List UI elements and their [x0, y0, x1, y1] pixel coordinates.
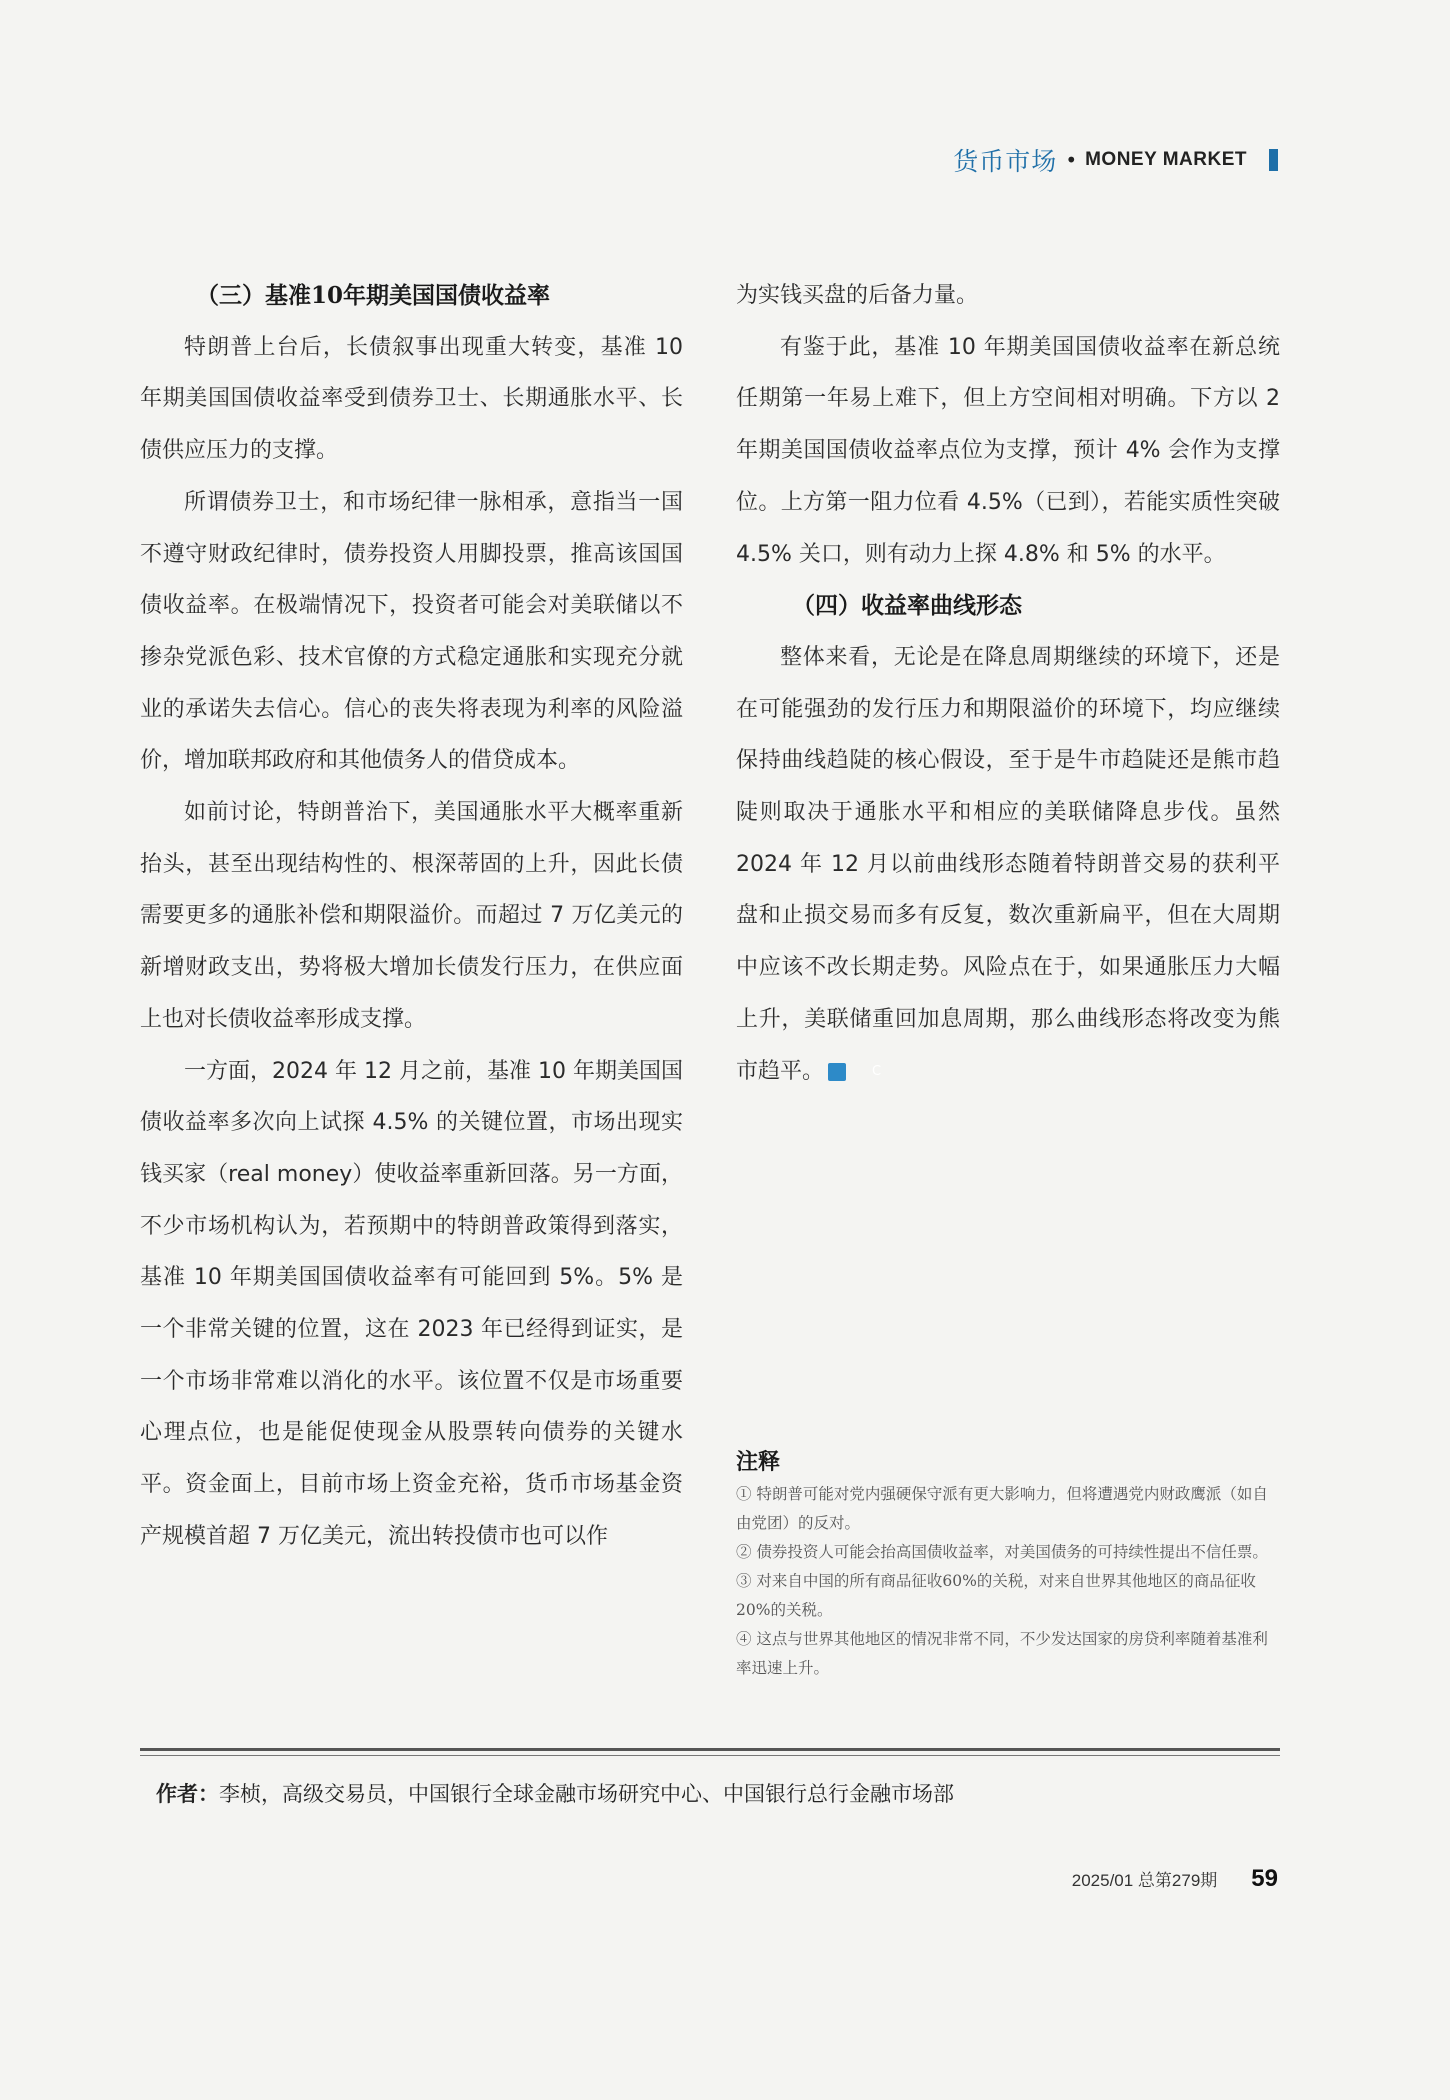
page-footer: [1072, 1865, 1278, 1893]
section-title-cn: 货币市场: [953, 147, 1058, 176]
paragraph: 特朗普上台后，长债叙事出现重大转变，基准 10 年期美国国债收益率受到债券卫士、长期通胀水平、长债供应压力的支撑。: [140, 334, 683, 464]
page-number: 59: [1251, 1865, 1278, 1892]
paragraph-continuation: 为实钱买盘的后备力量。: [736, 283, 979, 308]
page-header: [953, 142, 1278, 178]
paragraph-text: 整体来看，无论是在降息周期继续的环境下，还是在可能强劲的发行压力和期限溢价的环境下，均应继续保持曲线趋陡的核心假设，至于是牛市趋陡还是熊市趋陡则取决于通胀水平和相应的美联储降息步伐。虽然 2024 年 12 月以前曲线形态随着特朗普交易的获利平盘和止损交易而多有反复，数次重新扁平，但在大周期中应该不改长期走势。风险点在于，如果通胀压力大幅上升，美联储重回加息周期，那么曲线形态将改变为熊市趋平。: [736, 644, 1280, 1084]
footnote-item: ④ 这点与世界其他地区的情况非常不同，不少发达国家的房贷利率随着基准利率迅速上升。: [736, 1630, 1268, 1677]
author-label: 作者：: [156, 1782, 219, 1806]
right-column: [736, 270, 1280, 1097]
footnotes-title: 注释: [736, 1450, 781, 1475]
issue-number: 2025/01 总第279期: [1071, 1871, 1218, 1890]
left-column: [140, 270, 683, 1563]
author-text: 李桢，高级交易员，中国银行全球金融市场研究中心、中国银行总行金融市场部: [219, 1782, 954, 1806]
footnote-item: ① 特朗普可能对党内强硬保守派有更大影响力，但将遭遇党内财政鹰派（如自由党团）的反对。: [736, 1485, 1268, 1532]
article-end-icon: C: [828, 1063, 846, 1081]
paragraph: 有鉴于此，基准 10 年期美国国债收益率在新总统任期第一年易上难下，但上方空间相对明确。下方以 2 年期美国国债收益率点位为支撑，预计 4% 会作为支撑位。上方第一阻力位看 4.5%（已到），若能实质性突破 4.5% 关口，则有动力上探 4.8% 和 5% 的水平。: [736, 334, 1280, 567]
section-marker-bar: [1269, 149, 1278, 171]
paragraph: 如前讨论，特朗普治下，美国通胀水平大概率重新抬头，甚至出现结构性的、根深蒂固的上升，因此长债需要更多的通胀补偿和期限溢价。而超过 7 万亿美元的新增财政支出，势将极大增加长债发行压力，在供应面上也对长债收益率形成支撑。: [140, 800, 683, 1032]
heading-yield-curve: （四）收益率曲线形态: [792, 592, 1022, 620]
footnotes: [736, 1445, 1280, 1683]
section-title-en: MONEY MARKET: [1085, 149, 1247, 170]
heading-benchmark-10y: （三）基准10年期美国国债收益率: [196, 282, 551, 309]
footnote-item: ② 债券投资人可能会抬高国债收益率，对美国债务的可持续性提出不信任票。: [736, 1543, 1268, 1561]
author-line: [156, 1778, 954, 1808]
section-separator: •: [1065, 148, 1078, 172]
paragraph: 一方面，2024 年 12 月之前，基准 10 年期美国国债收益率多次向上试探 4.5% 的关键位置，市场出现实钱买家（real money）使收益率重新回落。另一方面，不少市场机构认为，若预期中的特朗普政策得到落实，基准 10 年期美国国债收益率有可能回到 5%。5% 是一个非常关键的位置，这在 2023 年已经得到证实，是一个市场非常难以消化的水平。该位置不仅是市场重要心理点位，也是能促使现金从股票转向债券的关键水平。资金面上，目前市场上资金充裕，货币市场基金资产规模首超 7 万亿美元，流出转投债市也可以作: [140, 1058, 683, 1549]
paragraph: 所谓债券卫士，和市场纪律一脉相承，意指当一国不遵守财政纪律时，债券投资人用脚投票，推高该国国债收益率。在极端情况下，投资者可能会对美联储以不掺杂党派色彩、技术官僚的方式稳定通胀和实现充分就业的承诺失去信心。信心的丧失将表现为利率的风险溢价，增加联邦政府和其他债务人的借贷成本。: [140, 489, 683, 774]
divider-rule-thin: [140, 1755, 1280, 1756]
divider-rule: [140, 1748, 1280, 1751]
footnote-item: ③ 对来自中国的所有商品征收60%的关税，对来自世界其他地区的商品征收20%的关税。: [736, 1572, 1256, 1619]
paragraph: [736, 632, 1280, 1097]
